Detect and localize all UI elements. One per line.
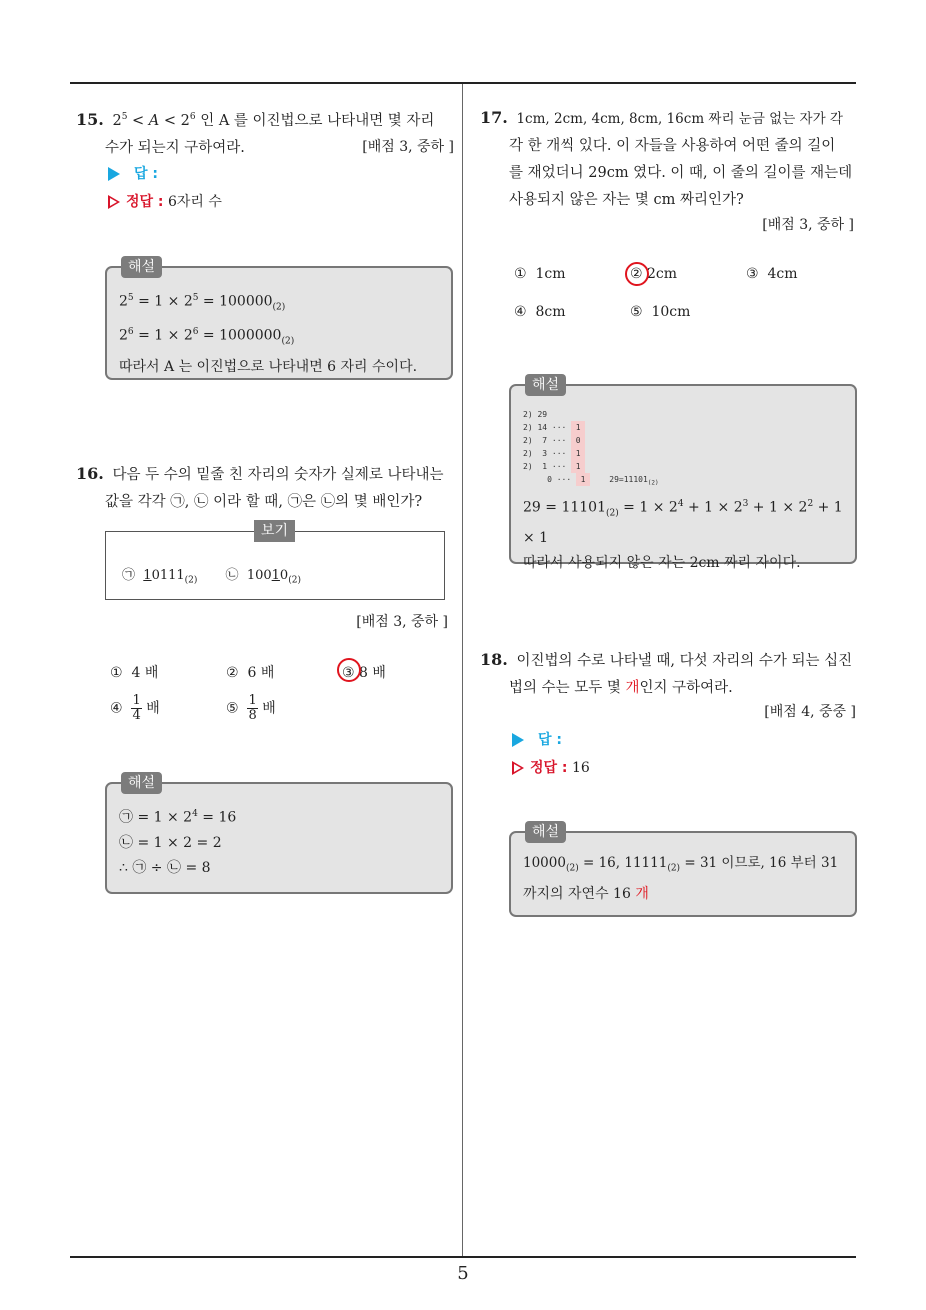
solution-tag: 해설 <box>525 374 566 396</box>
choice-text: 8cm <box>535 304 566 320</box>
question-text: 를 재었더니 29cm 였다. 이 때, 이 줄의 길이를 재는데 <box>509 165 853 181</box>
choice-number: ④ <box>110 700 123 717</box>
solution-text: 까지의 자연수 16 <box>523 885 636 902</box>
choice-number: ③ <box>342 665 355 681</box>
question-18 <box>480 646 864 702</box>
choice-number: ⑤ <box>630 304 643 320</box>
solution-line: 따라서 사용되지 않은 자는 2cm 짜리 자이다. <box>523 555 801 572</box>
solution-tag: 해설 <box>121 256 162 278</box>
solution-box <box>105 259 453 380</box>
solution-line: ㉠ = $1 \times 2^4 = 16$ <box>119 809 237 826</box>
question-text: 1cm, 2cm, 4cm, 8cm, 16cm 짜리 눈금 없는 자가 각 <box>516 111 843 127</box>
question-text: 각 한 개씩 있다. 이 자들을 사용하여 어떤 줄의 길이 <box>509 138 836 154</box>
play-icon <box>512 733 524 747</box>
choice-5[interactable] <box>226 694 276 723</box>
question-math: $2^5 < A < 2^6$ <box>112 112 196 129</box>
outline-triangle-icon <box>108 195 120 209</box>
choice-number: ④ <box>514 304 527 320</box>
answer-mark-circle <box>625 262 649 286</box>
choice-number: ⑤ <box>226 700 239 717</box>
solution-box <box>105 775 453 894</box>
top-rule <box>70 82 856 84</box>
points-label: [배점 3, 중하 ] <box>762 217 854 233</box>
question-text: 인 A 를 이진법으로 나타내면 몇 자리 <box>200 112 435 129</box>
choice-text: 10cm <box>651 304 691 320</box>
choice-text: 1cm <box>535 266 566 282</box>
choice-number: ② <box>226 665 239 681</box>
correct-value: 6자리 수 <box>167 194 222 210</box>
choice-text: 배 <box>262 700 276 717</box>
solution-tag: 해설 <box>525 821 566 843</box>
question-text: 다음 두 수의 밑줄 친 자리의 숫자가 실제로 나타내는 <box>112 467 444 483</box>
choice-4[interactable] <box>110 694 160 723</box>
choice-text: 배 <box>146 700 160 717</box>
points-label: [배점 4, 중중 ] <box>764 704 856 720</box>
choice-number: ② <box>630 266 643 282</box>
answer-label: 답 : <box>538 732 562 748</box>
solution-box <box>509 824 857 917</box>
choice-3[interactable] <box>746 266 798 282</box>
choice-1[interactable] <box>514 266 566 282</box>
choice-text: 2cm <box>647 266 678 282</box>
answer-mark-circle <box>337 658 361 682</box>
answer-row <box>512 729 562 749</box>
question-number: 17. <box>480 108 508 127</box>
example-items: ㉠ $10111_{(2)}$ ㉡ $10010_{(2)}$ <box>122 568 301 586</box>
correct-label: 정답 : <box>530 760 568 776</box>
outline-triangle-icon <box>512 761 524 775</box>
example-tag: 보기 <box>254 520 295 542</box>
question-text-highlight: 개 <box>625 680 640 696</box>
solution-text-highlight: 개 <box>635 885 649 902</box>
question-text: 수가 되는지 구하여라. <box>105 139 245 156</box>
solution-line: ㉡ = 1 × 2 = 2 <box>119 834 222 851</box>
fraction: $\frac{1}{8}$ <box>248 693 257 723</box>
solution-box <box>509 377 857 572</box>
answer-row <box>108 163 158 183</box>
question-17 <box>480 104 860 214</box>
bottom-rule <box>70 1256 856 1258</box>
correct-label: 정답 : <box>126 194 164 210</box>
solution-line: $2^6 = 1 \times 2^6 = 1000000_{(2)}$ <box>119 327 295 347</box>
choice-text: 4cm <box>767 266 798 282</box>
solution-line <box>523 882 843 907</box>
fraction: $\frac{1}{4}$ <box>132 693 141 723</box>
points-label: [배점 3, 중하 ] <box>362 139 454 155</box>
choice-text: 6 배 <box>247 665 275 681</box>
solution-line: ∴ ㉠ ÷ ㉡ = 8 <box>119 859 211 876</box>
choice-number: ③ <box>746 266 759 282</box>
solution-line: 따라서 A 는 이진법으로 나타내면 6 자리 수이다. <box>119 358 418 375</box>
answer-label: 답 : <box>134 166 158 182</box>
question-text: 법의 수는 모두 몇 <box>509 680 626 696</box>
choice-2[interactable] <box>226 662 274 682</box>
choice-1[interactable] <box>110 662 158 682</box>
correct-answer-row <box>108 191 222 211</box>
page-number: 5 <box>457 1263 469 1284</box>
choice-4[interactable] <box>514 304 566 320</box>
correct-answer-row <box>512 757 590 777</box>
choice-text: 8 배 <box>359 665 386 681</box>
choice-number: ① <box>110 665 123 681</box>
question-text: 인지 구하여라. <box>639 680 733 696</box>
choice-number: ① <box>514 266 527 282</box>
question-text: 이진법의 수로 나타낼 때, 다섯 자리의 수가 되는 십진 <box>516 653 853 669</box>
solution-line: $29 = 11101_{(2)} = 1 \times 2^4 + 1 \times 2^3 + 1 \times 2^2 + 1 \times 1$ <box>523 498 843 547</box>
choice-text: 4 배 <box>131 665 159 681</box>
question-number: 15. <box>76 109 104 129</box>
points-label: [배점 3, 중하 ] <box>356 614 448 630</box>
choice-5[interactable] <box>630 304 690 320</box>
play-icon <box>108 167 120 181</box>
question-16 <box>76 460 466 516</box>
division-table-image: 2) 29 2) 14 ··· 1 2) 7 ··· 0 2) 3 ··· 1 2) 1 ··· 1 0 ··· 1 $29=11101_{(2)}$ <box>523 410 659 487</box>
question-number: 16. <box>76 464 104 483</box>
column-divider <box>462 84 463 1256</box>
question-number: 18. <box>480 650 508 669</box>
solution-tag: 해설 <box>121 772 162 794</box>
solution-line: $2^5 = 1 \times 2^5 = 100000_{(2)}$ <box>119 293 286 313</box>
correct-value: 16 <box>571 760 590 776</box>
solution-line: $10000_{(2)} = 16$, $11111_{(2)} = 31$ 이므로, 16 부터 31 <box>523 855 839 874</box>
question-text: 값을 각각 ㉠, ㉡ 이라 할 때, ㉠은 ㉡의 몇 배인가? <box>105 494 423 510</box>
question-text: 사용되지 않은 자는 몇 cm 짜리인가? <box>509 192 744 208</box>
